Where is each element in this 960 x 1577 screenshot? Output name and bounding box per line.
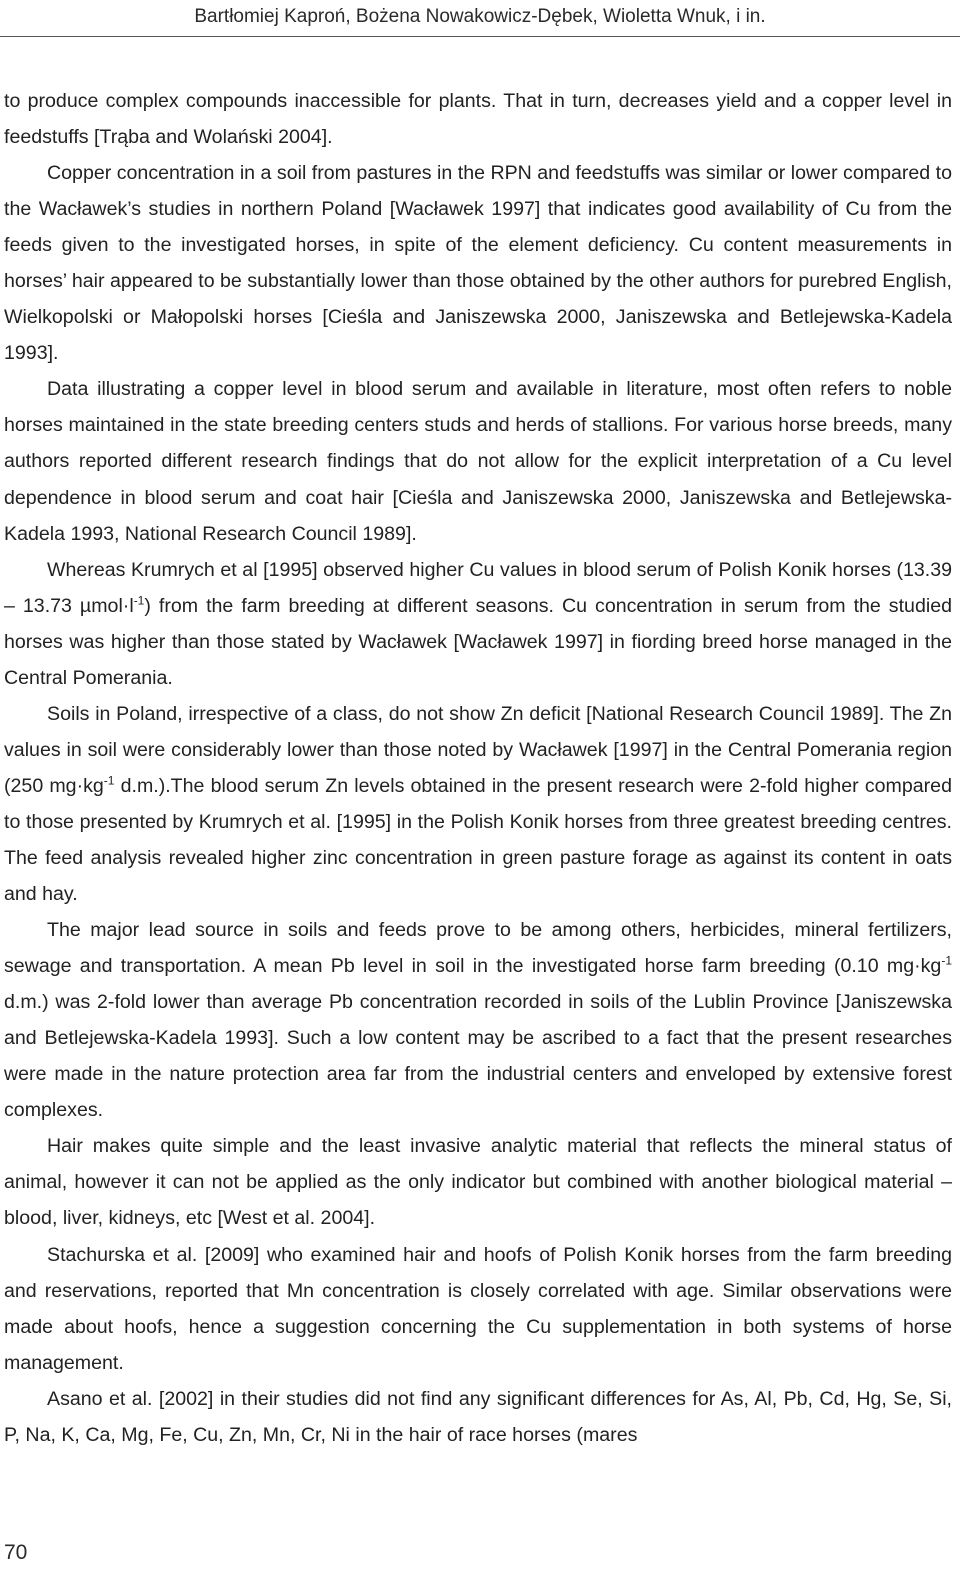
running-header: Bartłomiej Kaproń, Bożena Nowakowicz-Dębek, Wioletta Wnuk, i in.: [194, 6, 766, 27]
paragraph-asano: Asano et al. [2002] in their studies did not find any significant differences for As, Al, Pb, Cd, Hg, Se, Si, P, Na, K, Ca, Mg, Fe, Cu, Zn, Mn, Cr, Ni in the hair of race horses (mares: [4, 1387, 952, 1446]
paragraph-copper-soil: Copper concentration in a soil from pastures in the RPN and feedstuffs was similar or lower compared to the Wacławek’s studies in northern Poland [Wacławek 1997] that indicates good availability of Cu from the feeds given to the investigated horses, in spite of the element deficiency. Cu content measurements in horses’ hair appeared to be substantially lower than those obtained by the other authors for purebred English, Wielkopolski or Małopolski horses [Cieśla and Janiszewska 2000, Janiszewska and Betlejewska-Kadela 1993].: [4, 162, 952, 365]
paragraph-continuation: to produce complex compounds inaccessible for plants. That in turn, decreases yield and a copper level in feedstuffs [Trąba and Wolański 2004].: [4, 90, 952, 149]
paragraph-krumrych-cu: [4, 552, 952, 696]
page-number: 70: [4, 1541, 28, 1564]
paragraph-lead: [4, 912, 952, 1128]
paragraph-text-part: d.m.).The blood serum Zn levels obtained in the present research were 2-fold higher compared to those presented by Krumrych et al. [1995] in the Polish Konik horses from three greatest breeding centres. The feed analysis revealed higher zinc concentration in green pasture forage as against its content in oats and hay.: [4, 774, 952, 906]
paragraph-text-part: Soils in Poland, irrespective of a class, do not show Zn deficit [National Research Council 1989]. The Zn values in soil were considerably lower than those noted by Wacławek [1997] in the Central Pomerania region (250 mg·kg: [4, 702, 952, 797]
superscript-unit: -1: [941, 953, 952, 968]
superscript-unit: -1: [133, 593, 145, 608]
paragraph-text-part: Whereas Krumrych et al [1995] observed higher Cu values in blood serum of Polish Konik horses (13.39 – 13.73 µmol·l: [4, 558, 952, 617]
paragraph-text-part: d.m.) was 2-fold lower than average Pb concentration recorded in soils of the Lublin Province [Janiszewska and Betlejewska-Kadela 1993]. Such a low content may be ascribed to a fact that the present researches were made in the nature protection area far from the industrial centers and enveloped by extensive forest complexes.: [4, 991, 952, 1122]
paragraph-zinc: [4, 696, 952, 912]
header-divider: [0, 36, 960, 37]
paragraph-text-part: The major lead source in soils and feeds prove to be among others, herbicides, mineral fertilizers, sewage and transportation. A mean Pb level in soil in the investigated horse farm breeding (0.10 mg·kg: [4, 919, 952, 978]
superscript-unit: -1: [103, 773, 115, 788]
paragraph-stachurska: Stachurska et al. [2009] who examined hair and hoofs of Polish Konik horses from the farm breeding and reservations, reported that Mn concentration is closely correlated with age. Similar observations were made about hoofs, hence a suggestion concerning the Cu supplementation in both systems of horse management.: [4, 1243, 952, 1374]
paragraph-text-part: ) from the farm breeding at different seasons. Cu concentration in serum from the studied horses was higher than those stated by Wacławek [Wacławek 1997] in fiording breed horse managed in the Central Pomerania.: [4, 594, 952, 689]
article-body: [4, 83, 952, 1453]
paragraph-copper-serum: Data illustrating a copper level in blood serum and available in literature, most often refers to noble horses maintained in the state breeding centers studs and herds of stallions. For various horse breeds, many authors reported different research findings that do not allow for the explicit interpretation of a Cu level dependence in blood serum and coat hair [Cieśla and Janiszewska 2000, Janiszewska and Betlejewska-Kadela 1993, National Research Council 1989].: [4, 378, 952, 545]
paragraph-hair: Hair makes quite simple and the least invasive analytic material that reflects the mineral status of animal, however it can not be applied as the only indicator but combined with another biological material – blood, liver, kidneys, etc [West et al. 2004].: [4, 1135, 952, 1230]
